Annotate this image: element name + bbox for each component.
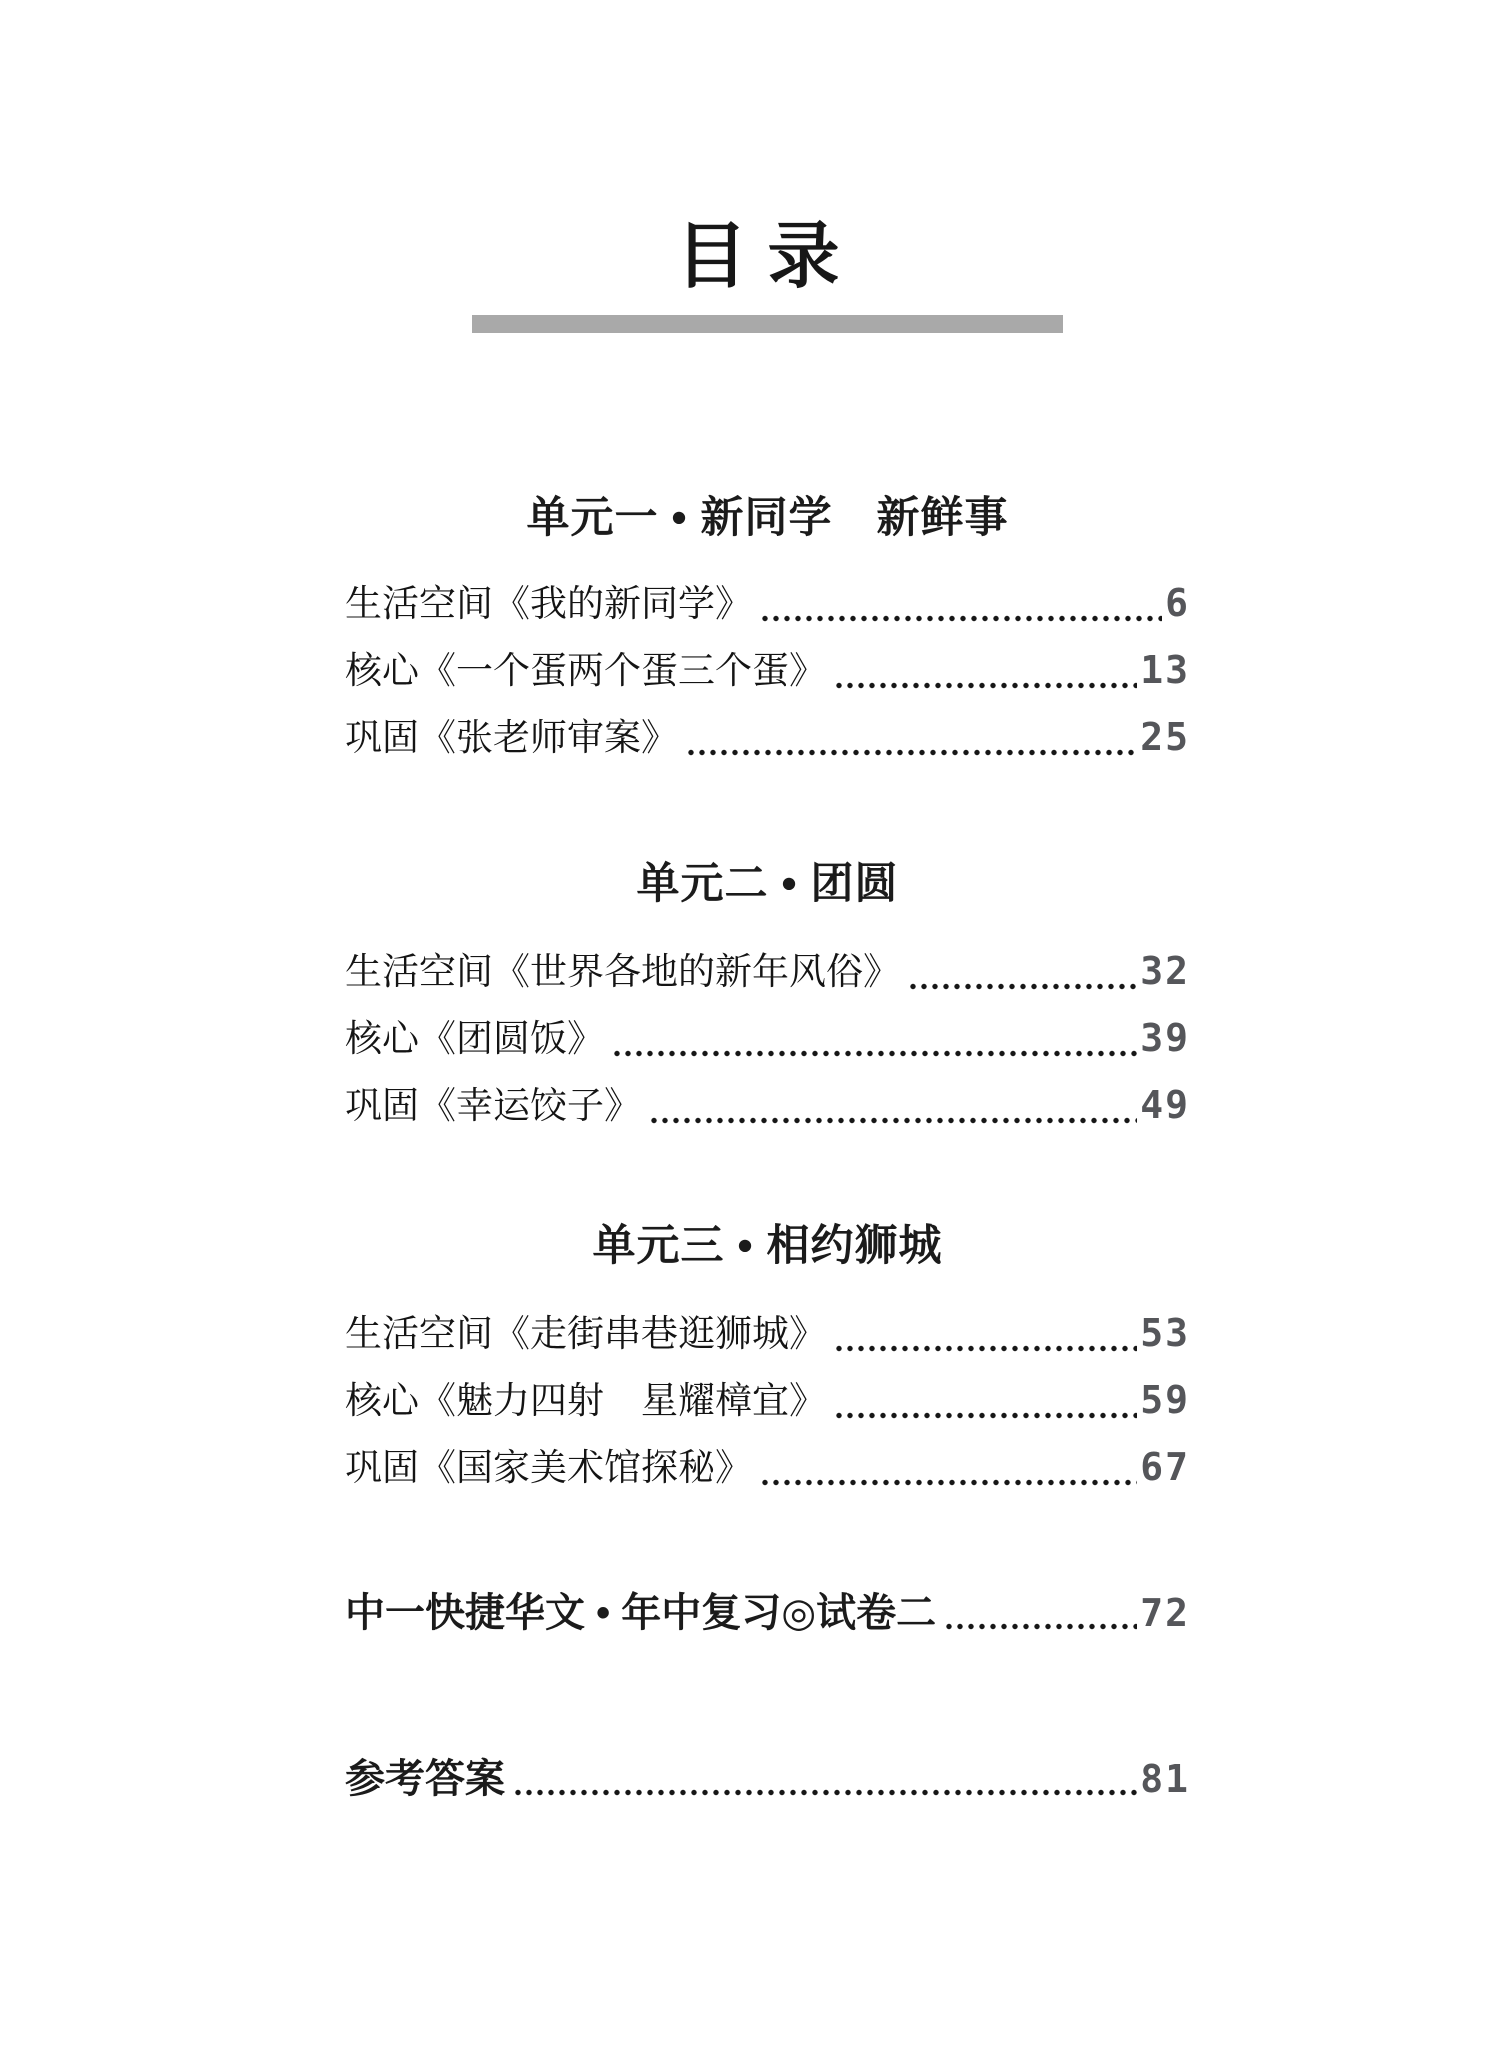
toc-entry	[345, 646, 1190, 696]
page-number: 25	[1140, 715, 1190, 759]
dot-leader	[651, 1117, 1137, 1124]
page-number: 59	[1140, 1378, 1190, 1422]
dot-leader	[762, 1479, 1137, 1486]
page-title: 目录	[675, 213, 860, 298]
dot-leader	[836, 682, 1137, 689]
toc-entry-label: 生活空间《我的新同学》	[345, 584, 752, 625]
toc-entry	[345, 1014, 1190, 1064]
toc-entry	[345, 1081, 1190, 1131]
toc-entry-label: 核心《魅力四射 星耀樟宜》	[345, 1381, 826, 1422]
dot-leader	[762, 615, 1162, 622]
section-heading-unit1: 单元一 • 新同学 新鲜事	[526, 494, 1009, 542]
toc-entry-midyear-review	[345, 1589, 1190, 1637]
dot-leader	[515, 1789, 1137, 1796]
toc-content-column	[345, 0, 1190, 2048]
toc-entry-label: 巩固《幸运饺子》	[345, 1086, 641, 1127]
toc-entry-label: 巩固《张老师审案》	[345, 718, 678, 759]
dot-leader	[946, 1623, 1137, 1630]
page-number: 53	[1140, 1311, 1190, 1355]
page-number: 81	[1140, 1757, 1190, 1801]
page-number: 67	[1140, 1445, 1190, 1489]
toc-entry-label: 参考答案	[345, 1757, 505, 1801]
dot-leader	[614, 1050, 1137, 1057]
toc-entry-label: 巩固《国家美术馆探秘》	[345, 1448, 752, 1489]
toc-entry	[345, 713, 1190, 763]
toc-entry-label: 核心《团圆饭》	[345, 1019, 604, 1060]
page-number: 49	[1140, 1083, 1190, 1127]
section-heading-unit3: 单元三 • 相约狮城	[592, 1222, 943, 1270]
dot-leader	[836, 1345, 1137, 1352]
dot-leader	[688, 749, 1137, 756]
dot-leader	[836, 1412, 1137, 1419]
toc-entry	[345, 1443, 1190, 1493]
toc-entry-label: 中一快捷华文 • 年中复习◎试卷二	[345, 1591, 937, 1635]
page-number: 6	[1165, 581, 1190, 625]
title-underline-bar	[472, 315, 1063, 333]
page-number: 32	[1140, 949, 1190, 993]
page-number: 13	[1140, 648, 1190, 692]
page-number: 72	[1140, 1591, 1190, 1635]
toc-entry-label: 生活空间《走街串巷逛狮城》	[345, 1314, 826, 1355]
toc-entry	[345, 947, 1190, 997]
toc-entry	[345, 579, 1190, 629]
toc-entry-answer-key	[345, 1755, 1190, 1803]
dot-leader	[910, 983, 1137, 990]
section-heading-unit2: 单元二 • 团圆	[636, 860, 899, 908]
toc-entry-label: 生活空间《世界各地的新年风俗》	[345, 952, 900, 993]
toc-entry-label: 核心《一个蛋两个蛋三个蛋》	[345, 651, 826, 692]
toc-entry	[345, 1309, 1190, 1359]
page-number: 39	[1140, 1016, 1190, 1060]
toc-entry	[345, 1376, 1190, 1426]
